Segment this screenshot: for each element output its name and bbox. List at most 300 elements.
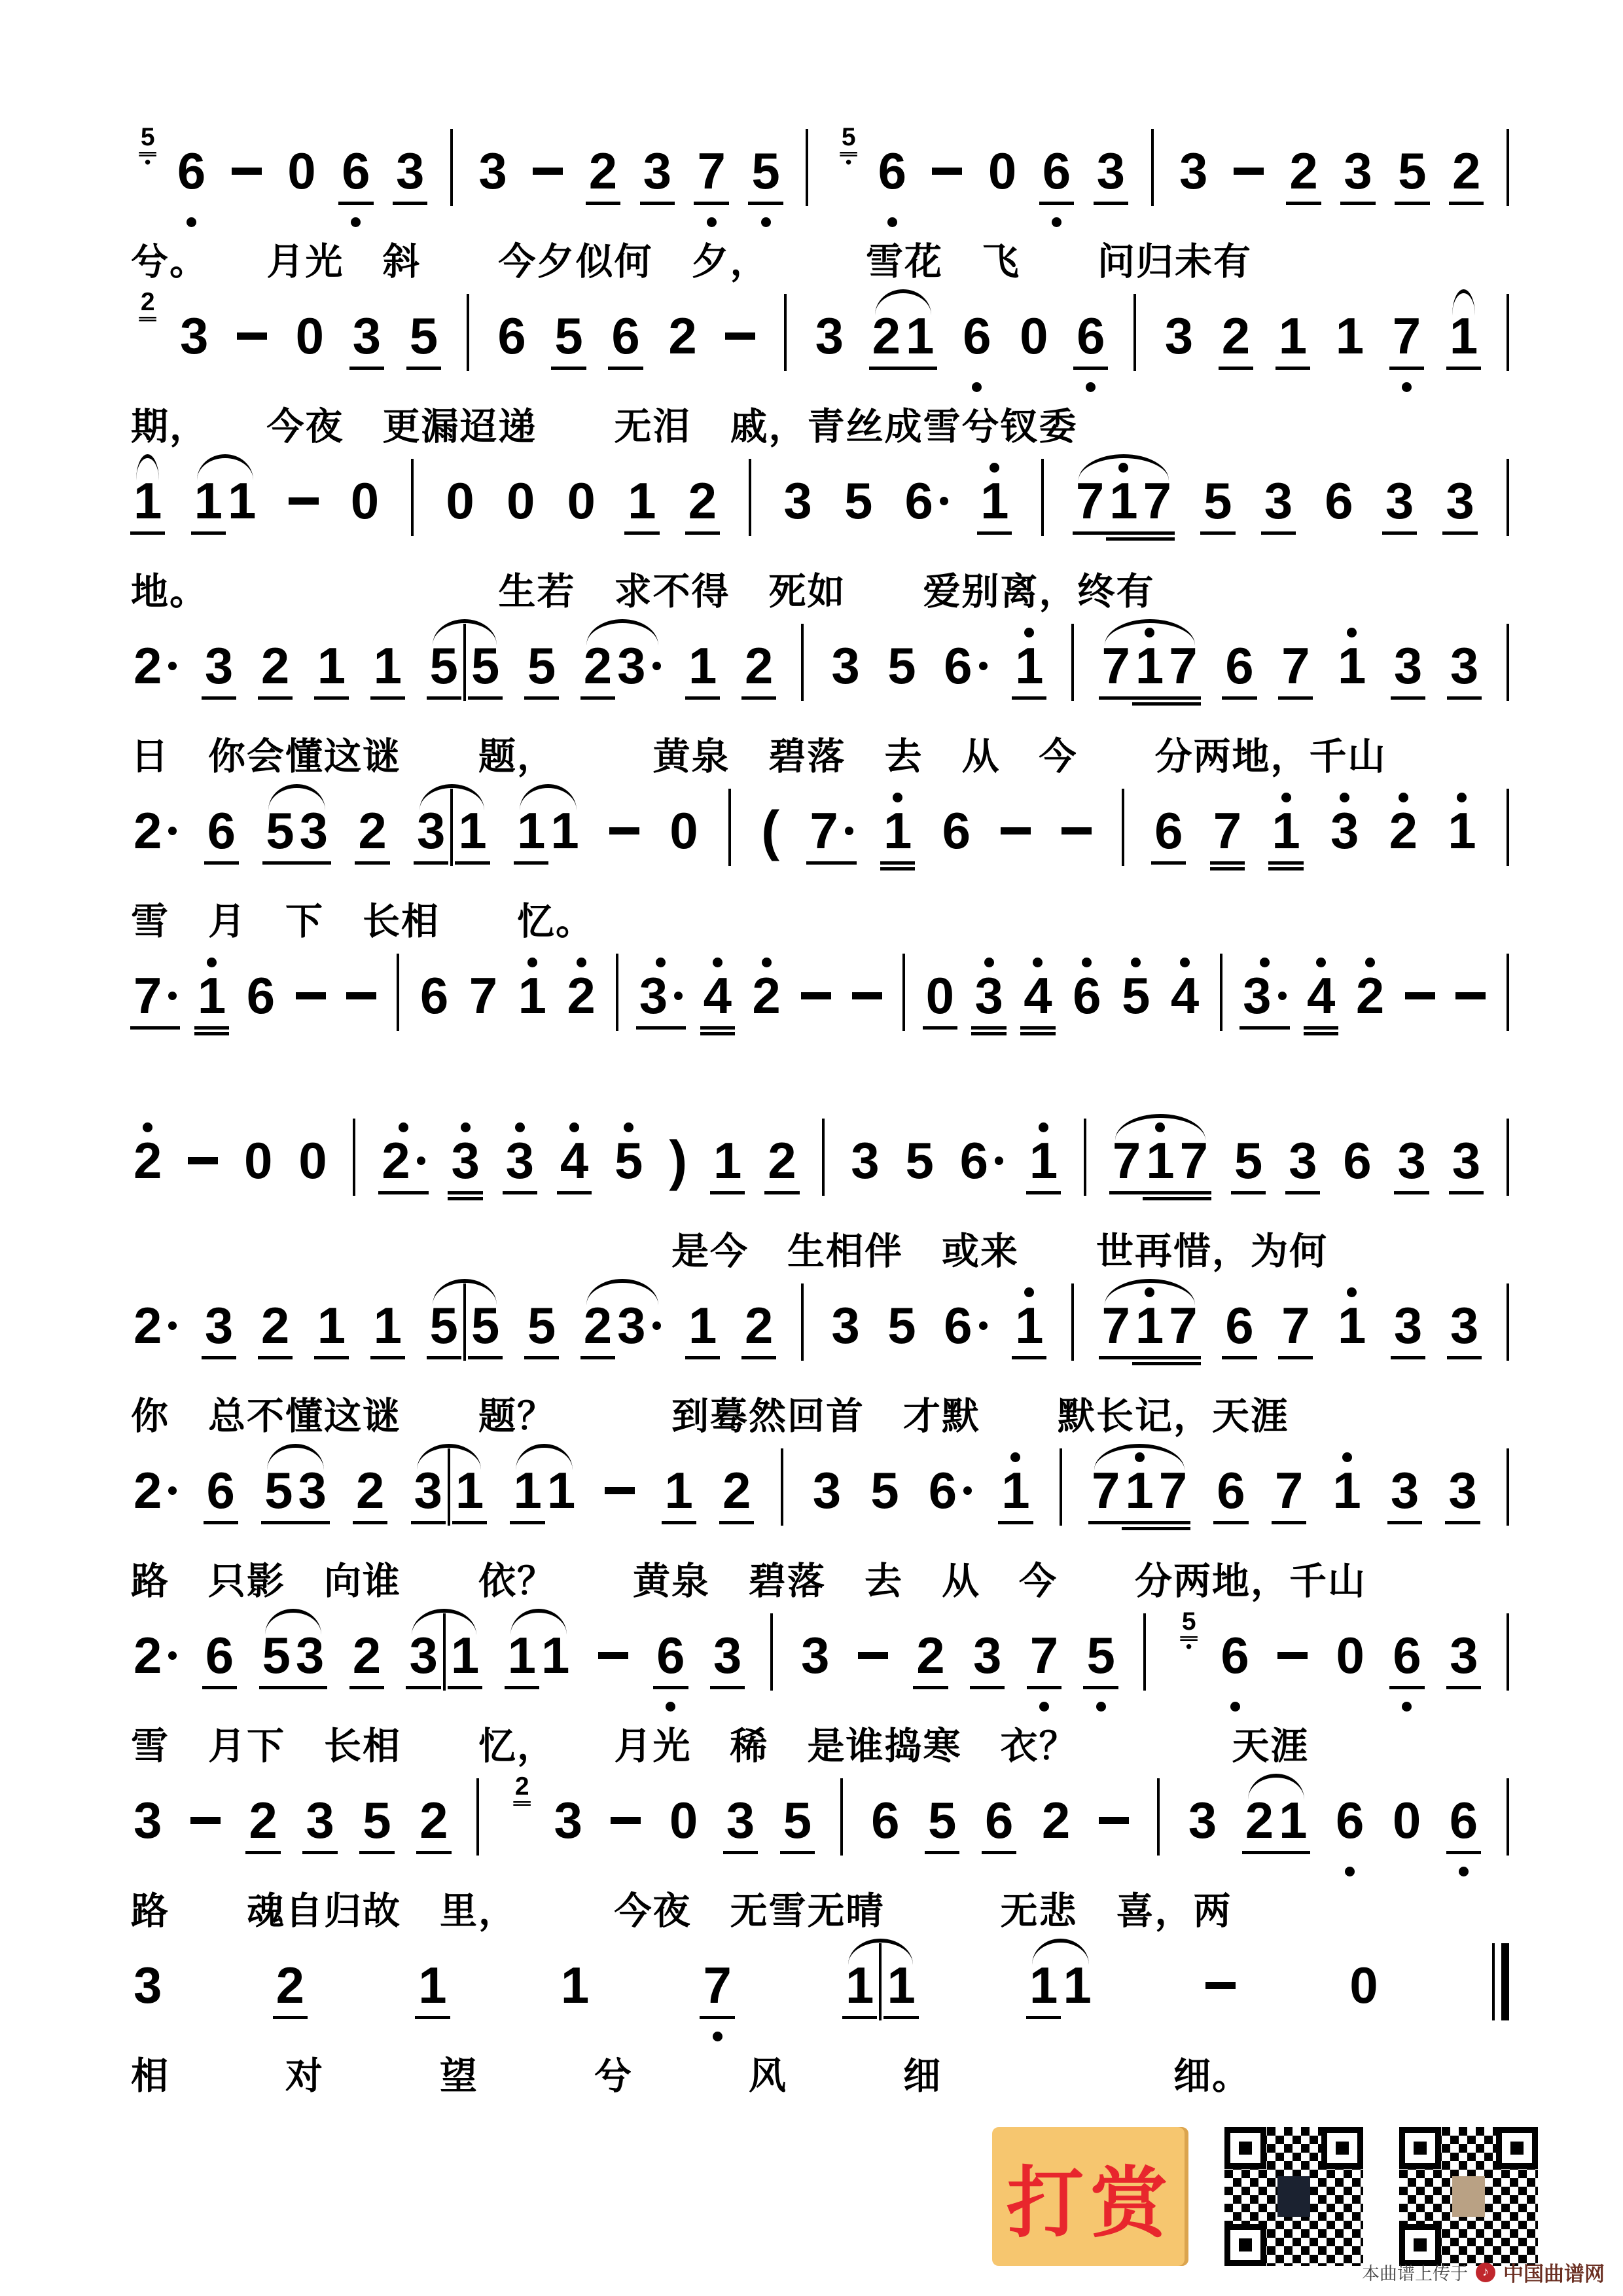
- note-token: 2: [745, 619, 773, 730]
- note-token: 1: [1448, 784, 1476, 895]
- note-token: 3: [713, 1609, 741, 1720]
- lyrics-row: 期， 今夜 更漏迢递 无泪 戚，青丝成雪兮钗委: [131, 404, 1078, 448]
- lyrics-row: [131, 1056, 1512, 1114]
- dash-note: [533, 124, 563, 236]
- note-token: 2: [1245, 1774, 1274, 1885]
- barline: [467, 289, 469, 401]
- note-token: 5: [1086, 1609, 1115, 1720]
- music-line-1: [131, 124, 1512, 289]
- note-token: 1: [546, 1462, 576, 1519]
- note-token: 6: [1325, 472, 1353, 529]
- note-token: 6: [942, 802, 971, 859]
- note-token: 1: [541, 1626, 570, 1684]
- note-token: 1: [980, 454, 1008, 565]
- note-token: 2: [358, 784, 386, 895]
- note-token: 5: [887, 637, 916, 694]
- barline: [1507, 1444, 1509, 1555]
- note-token: 6: [1217, 1444, 1245, 1555]
- note-token: 5: [615, 1114, 643, 1225]
- note-token: 6: [205, 1609, 234, 1720]
- barline: [728, 784, 731, 895]
- note-token: 3: [815, 307, 844, 365]
- note-token: 1: [1279, 289, 1307, 401]
- note-token: 3: [726, 1774, 755, 1885]
- note-token: 7: [697, 124, 725, 236]
- note-token: 1: [227, 472, 257, 529]
- note-token: 6: [1043, 124, 1071, 236]
- barline: [840, 1774, 843, 1885]
- notes-row: [131, 619, 1512, 726]
- dash-note: [801, 949, 831, 1060]
- music-line-6: [131, 949, 1512, 1114]
- note-token: 6: [944, 619, 987, 730]
- barline: [463, 1279, 466, 1390]
- note-token: 5: [430, 619, 458, 730]
- note-token: 3: [831, 637, 860, 694]
- note-token: 1: [317, 619, 346, 730]
- barline: [1507, 454, 1509, 565]
- note-token: 7: [1076, 454, 1104, 565]
- note-token: 3: [409, 1609, 437, 1720]
- barline: [1071, 619, 1074, 730]
- note-token: 6: [246, 967, 276, 1024]
- barline: [1060, 1444, 1062, 1555]
- note-token: 3: [1097, 124, 1125, 236]
- notes-row: [131, 1606, 1512, 1716]
- note-token: 0: [287, 142, 316, 200]
- note-token: 2: [916, 1609, 944, 1720]
- slur-arc: [427, 619, 503, 730]
- dash-note: [858, 1609, 888, 1720]
- slur-arc: [414, 784, 490, 895]
- note-token: 2: [688, 454, 717, 565]
- note-token: 3: [1243, 949, 1286, 1060]
- note-token: 3: [1452, 1114, 1480, 1225]
- dash-note: [296, 949, 326, 1060]
- note-token: 1: [1146, 1114, 1174, 1225]
- note-token: 6: [342, 124, 370, 236]
- note-token: 0: [1020, 307, 1048, 365]
- note-token: 3: [451, 1114, 479, 1225]
- note-token: 5: [262, 1609, 291, 1720]
- dash-note: [1099, 1774, 1129, 1885]
- lyrics-row: 雪 月 下 长相 忆。: [131, 899, 594, 943]
- note-token: 6: [963, 289, 991, 401]
- note-token: 1: [628, 454, 656, 565]
- note-token: 3: [1446, 454, 1474, 565]
- barline: [353, 1114, 355, 1225]
- note-token: 1: [1135, 1279, 1164, 1390]
- slur-arc: [581, 619, 664, 730]
- parenthesis: ): [669, 1130, 688, 1191]
- slur-arc: [262, 1444, 329, 1555]
- qr-center-guitar-icon: [1277, 2176, 1310, 2217]
- note-token: 6: [656, 1609, 685, 1720]
- barline: [1507, 949, 1509, 1060]
- note-token: 4: [1171, 949, 1199, 1060]
- note-token: 1: [665, 1444, 693, 1555]
- note-token: 2: [134, 1114, 162, 1225]
- dash-note: [346, 949, 376, 1060]
- music-line-7: [131, 1114, 1512, 1279]
- site-attribution: [1362, 2257, 1605, 2287]
- slur-arc: [1073, 454, 1174, 565]
- note-token: 2: [261, 619, 289, 730]
- note-token: 6: [985, 1774, 1013, 1885]
- note-token: 3: [1344, 124, 1372, 236]
- music-line-12: [131, 1939, 1512, 2104]
- note-token: 2: [745, 1279, 773, 1390]
- barline: [1041, 454, 1044, 565]
- note-token: 0: [350, 472, 380, 529]
- note-token: 0: [1392, 1791, 1421, 1849]
- slur-arc: [1243, 1774, 1310, 1885]
- dash-note: [1234, 124, 1264, 236]
- music-line-2: [131, 289, 1512, 454]
- music-note-logo-icon: ♪: [1476, 2263, 1495, 2282]
- notes-row: [131, 1444, 1512, 1551]
- note-token: 3: [851, 1132, 880, 1189]
- music-line-10: [131, 1606, 1512, 1774]
- dash-note: [1001, 784, 1031, 895]
- slur-arc: [1110, 1114, 1211, 1225]
- note-token: 3: [417, 784, 445, 895]
- note-token: 3: [1330, 784, 1359, 895]
- barline: [463, 619, 466, 730]
- note-token: 1: [317, 1279, 346, 1390]
- barline: [1157, 1774, 1160, 1885]
- dash-note: [190, 1774, 221, 1885]
- note-token: 1: [1001, 1444, 1029, 1555]
- note-token: 1: [194, 454, 223, 565]
- qr-finder-icon: [1224, 2224, 1266, 2266]
- note-token: 5: [410, 289, 438, 401]
- dash-note: [237, 289, 267, 401]
- barline: [1507, 784, 1509, 895]
- slur-arc: [1099, 619, 1200, 730]
- note-token: 6: [177, 124, 205, 236]
- note-token: 2: [276, 1939, 304, 2050]
- barline: [784, 289, 787, 401]
- note-token: 3: [205, 1279, 233, 1390]
- note-token: 7: [1281, 619, 1310, 730]
- note-token: 3: [974, 949, 1003, 1060]
- lyrics-row: 是今 生相伴 或来 世再惜，为何: [131, 1229, 1328, 1273]
- note-token: 7: [810, 784, 853, 895]
- barline: [1507, 1114, 1509, 1225]
- note-token: 3: [180, 307, 209, 365]
- note-token: 1: [1063, 1956, 1092, 2014]
- note-token: 2: [752, 949, 780, 1060]
- note-token: 6: [1225, 619, 1253, 730]
- note-token: 1: [1338, 619, 1366, 730]
- note-token: 5: [751, 124, 779, 236]
- note-token: 1: [1029, 1939, 1058, 2050]
- note-token: 0: [926, 949, 954, 1060]
- note-token: 6: [1336, 1774, 1364, 1885]
- barline: [879, 1939, 882, 2050]
- note-token: 3: [353, 289, 381, 401]
- site-name-link[interactable]: 中国曲谱网: [1503, 2263, 1605, 2286]
- note-token: 2: [567, 949, 595, 1060]
- barline: [822, 1114, 825, 1225]
- barline: [902, 949, 905, 1060]
- note-token: 2: [134, 619, 177, 730]
- note-token: 7: [134, 949, 177, 1060]
- slur-arc: [510, 1444, 578, 1555]
- note-token: 6: [207, 784, 236, 895]
- barline: [801, 619, 804, 730]
- note-token: 3: [134, 1791, 162, 1849]
- note-token: 7: [1143, 454, 1171, 565]
- parenthesis: (: [761, 800, 780, 861]
- note-token: 0: [1349, 1956, 1378, 2014]
- dash-note: [1205, 1939, 1236, 2050]
- note-token: 1: [846, 1939, 874, 2050]
- lyrics-row: 你 总不懂这谜 题？ 到蓦然回首 才默 默长记，天涯: [131, 1394, 1289, 1438]
- barline: [448, 1444, 450, 1555]
- note-token: 3: [298, 1444, 326, 1555]
- note-token: 7: [1102, 619, 1130, 730]
- barline: [1071, 1279, 1074, 1390]
- note-token: 5: [266, 784, 294, 895]
- reward-button[interactable]: [992, 2127, 1188, 2266]
- note-token: 7: [1169, 1279, 1197, 1390]
- note-token: 6: [1073, 949, 1101, 1060]
- dash-note: [609, 784, 639, 895]
- slur-arc: [1089, 1444, 1190, 1555]
- note-token: 1: [906, 289, 934, 401]
- note-token: 6: [1154, 784, 1183, 895]
- note-token: 7: [1393, 289, 1421, 401]
- notes-row: [131, 289, 1512, 397]
- note-token: 7: [469, 967, 498, 1024]
- slur-arc: [192, 454, 259, 565]
- note-token: 4: [704, 949, 732, 1060]
- note-token: 3: [396, 124, 424, 236]
- lyrics-row: 雪 月下 长相 忆， 月光 稀 是谁捣寒 衣？ 天涯: [131, 1724, 1310, 1768]
- slur-arc: [260, 1609, 327, 1720]
- note-token: 3: [554, 1791, 582, 1849]
- barline: [443, 1609, 446, 1720]
- note-token: 2: [589, 124, 617, 236]
- note-token: 3: [1394, 1279, 1422, 1390]
- lyrics-row: 相 对 望 兮 风 细 细。: [131, 2054, 1251, 2098]
- note-token: 2: [668, 307, 697, 365]
- notes-row: [131, 784, 1512, 891]
- qr-finder-icon: [1321, 2127, 1363, 2169]
- note-token: 2: [1289, 124, 1317, 236]
- note-token: 5: [1181, 1598, 1196, 1653]
- note-token: 5: [842, 113, 856, 169]
- note-token: 3: [801, 1626, 830, 1684]
- note-token: 2: [1452, 124, 1480, 236]
- barline: [1084, 1114, 1086, 1225]
- dash-note: [598, 1609, 628, 1720]
- note-token: 6: [878, 124, 906, 236]
- music-line-3: [131, 454, 1512, 619]
- note-token: 2: [768, 1114, 796, 1225]
- note-token: 1: [374, 1279, 402, 1390]
- note-token: 7: [1180, 1114, 1208, 1225]
- note-token: 5: [1234, 1114, 1262, 1225]
- note-token: 6: [1221, 1609, 1249, 1720]
- dash-note: [725, 289, 755, 401]
- note-token: 6: [905, 454, 948, 565]
- note-token: 2: [1356, 949, 1384, 1060]
- dash-note: [1455, 949, 1486, 1060]
- note-token: 5: [870, 1462, 899, 1519]
- qr-finder-icon: [1496, 2127, 1538, 2169]
- dash-note: [1061, 784, 1092, 895]
- slur-arc: [1027, 1939, 1094, 2050]
- note-token: 1: [455, 1444, 484, 1555]
- note-token: 5: [1398, 124, 1426, 236]
- note-token: 7: [703, 1939, 731, 2050]
- note-token: 2: [722, 1444, 751, 1555]
- notes-row: [131, 454, 1512, 562]
- note-token: 2: [261, 1279, 289, 1390]
- note-token: 1: [451, 1609, 479, 1720]
- note-token: 1: [418, 1939, 446, 2050]
- note-token: 2: [356, 1444, 384, 1555]
- dash-note: [1277, 1609, 1308, 1720]
- uploader-text: 本曲谱上传于: [1362, 2264, 1468, 2284]
- barline: [781, 1444, 783, 1555]
- note-token: 2: [141, 278, 155, 334]
- slur-arc: [505, 1609, 573, 1720]
- lyrics-row: 地。 生若 求不得 死如 爱别离，终有: [131, 569, 1155, 613]
- note-token: 3: [643, 124, 671, 236]
- note-token: 3: [414, 1444, 442, 1555]
- note-token: 3: [1450, 1279, 1478, 1390]
- dash-note: [1405, 949, 1435, 1060]
- note-token: 1: [374, 619, 402, 730]
- note-token: 5: [471, 1279, 499, 1390]
- note-token: 1: [550, 802, 579, 859]
- reward-label: 打赏: [1006, 2157, 1174, 2248]
- barline: [1122, 784, 1124, 895]
- note-token: 5: [527, 1279, 556, 1390]
- note-token: 0: [295, 307, 325, 365]
- qr-code-left: [1224, 2127, 1363, 2266]
- qr-code-right: [1399, 2127, 1538, 2266]
- note-token: 5: [430, 1279, 458, 1390]
- note-token: 2: [872, 289, 901, 401]
- note-token: 1: [518, 949, 546, 1060]
- note-token: 0: [298, 1132, 327, 1189]
- dash-note: [289, 454, 319, 565]
- note-token: 0: [446, 472, 474, 529]
- note-token: 5: [363, 1774, 391, 1885]
- barline: [770, 1609, 773, 1720]
- note-token: 5: [783, 1774, 812, 1885]
- note-token: 3: [1289, 1114, 1317, 1225]
- barline: [476, 1774, 479, 1885]
- note-token: 5: [1204, 454, 1232, 565]
- note-token: 1: [1272, 784, 1300, 895]
- barline: [1507, 1279, 1509, 1390]
- notes-row: [131, 124, 1512, 232]
- note-token: 5: [471, 619, 499, 730]
- note-token: 5: [887, 1297, 916, 1354]
- note-token: 3: [134, 1956, 162, 2014]
- slur-arc: [412, 1444, 487, 1555]
- note-token: 3: [306, 1774, 334, 1885]
- barline: [806, 124, 808, 236]
- note-token: 2: [134, 784, 177, 895]
- note-token: 3: [296, 1609, 324, 1720]
- barline: [397, 949, 399, 1060]
- note-token: 7: [1030, 1609, 1058, 1720]
- qr-finder-icon: [1224, 2127, 1266, 2169]
- barline: [1507, 1609, 1509, 1720]
- note-token: 1: [1015, 1279, 1043, 1390]
- note-token: 3: [478, 142, 507, 200]
- music-line-9: [131, 1444, 1512, 1609]
- music-line-8: [131, 1279, 1512, 1444]
- notes-row: [131, 1939, 1512, 2046]
- note-token: 5: [264, 1444, 293, 1555]
- note-token: 3: [1450, 1609, 1478, 1720]
- note-token: 3: [506, 1114, 534, 1225]
- note-token: 1: [134, 454, 162, 565]
- dash-note: [232, 124, 262, 236]
- note-token: 0: [988, 142, 1017, 200]
- note-token: 3: [1385, 454, 1414, 565]
- barline: [450, 124, 453, 236]
- note-token: 5: [554, 289, 582, 401]
- note-token: 3: [831, 1297, 860, 1354]
- note-token: 3: [205, 619, 233, 730]
- note-token: 1: [713, 1114, 741, 1225]
- note-token: 3: [1179, 142, 1208, 200]
- note-token: 5: [905, 1132, 934, 1189]
- barline: [1220, 949, 1222, 1060]
- note-token: 7: [1275, 1444, 1303, 1555]
- note-token: 4: [560, 1114, 588, 1225]
- note-token: 6: [871, 1791, 900, 1849]
- note-token: 1: [883, 784, 912, 895]
- note-token: 6: [1393, 1609, 1421, 1720]
- barline: [1151, 124, 1154, 236]
- barline: [1507, 1774, 1509, 1885]
- note-token: 3: [1391, 1444, 1419, 1555]
- dash-note: [932, 124, 962, 236]
- slur-arc: [1099, 1279, 1200, 1390]
- note-token: 3: [783, 472, 812, 529]
- note-token: 3: [300, 784, 328, 895]
- note-token: 2: [584, 619, 612, 730]
- slur-arc: [406, 1609, 482, 1720]
- note-token: 3: [617, 619, 660, 730]
- note-token: 3: [812, 1462, 842, 1519]
- slur-arc: [131, 454, 164, 565]
- note-token: 5: [141, 113, 155, 169]
- note-token: 1: [1332, 1444, 1361, 1555]
- note-token: 2: [419, 1774, 448, 1885]
- note-token: 1: [688, 619, 717, 730]
- note-token: 1: [1135, 619, 1164, 730]
- note-token: 1: [1338, 1279, 1366, 1390]
- note-token: 2: [134, 1609, 177, 1720]
- barline: [616, 949, 618, 1060]
- barline: [450, 784, 453, 895]
- note-token: 3: [973, 1609, 1001, 1720]
- note-token: 3: [1394, 619, 1422, 730]
- note-token: 6: [611, 289, 639, 401]
- note-token: 5: [1122, 949, 1150, 1060]
